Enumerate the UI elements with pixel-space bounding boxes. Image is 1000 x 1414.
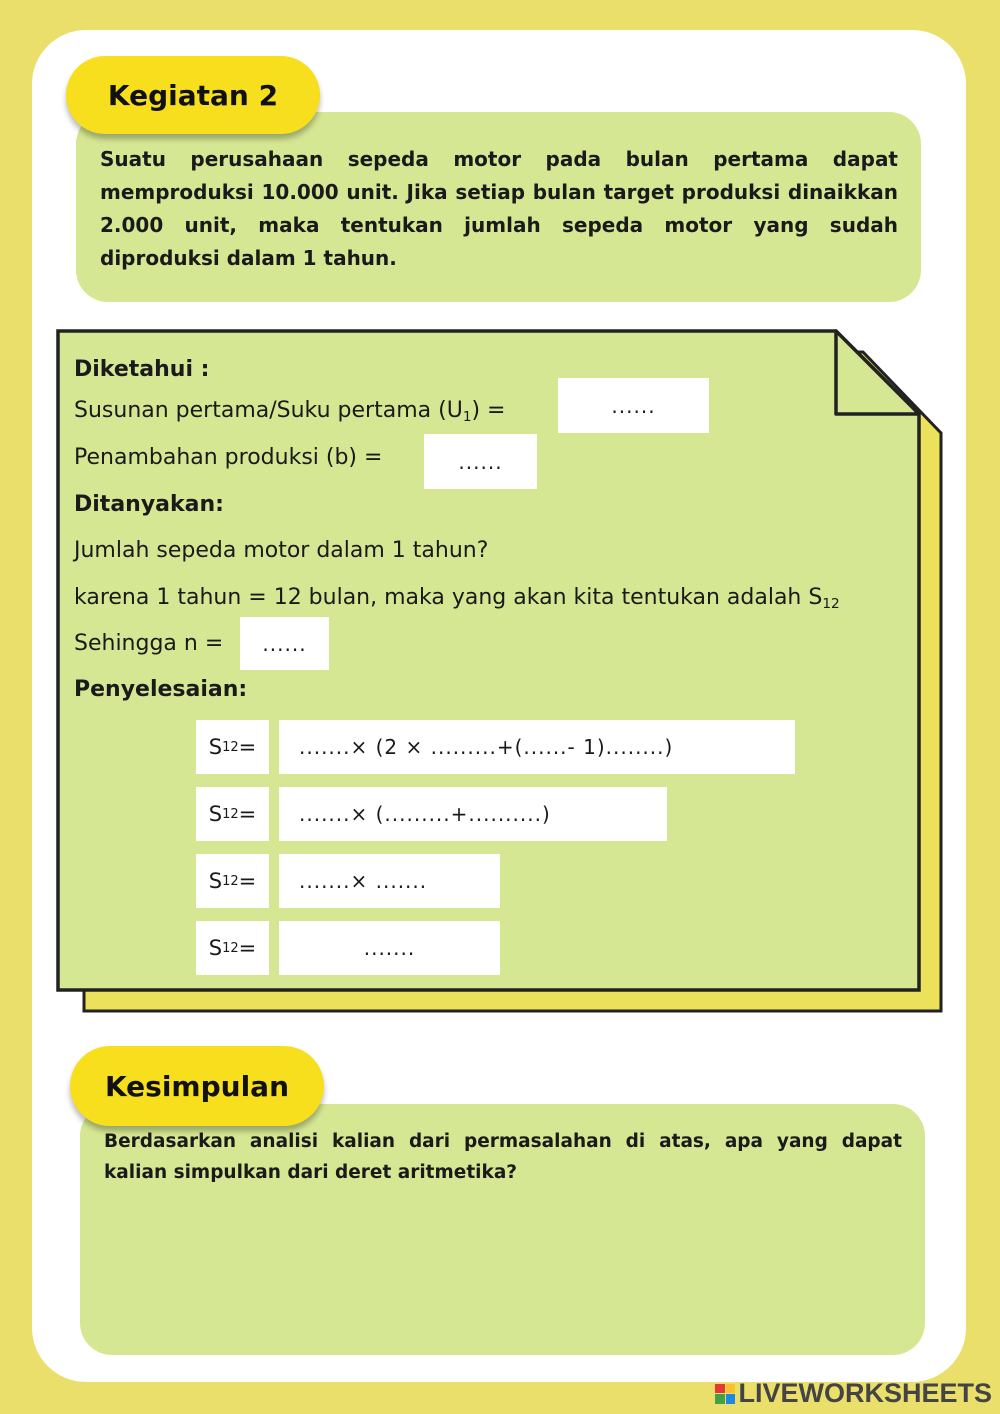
activity-title: Kegiatan 2: [107, 78, 279, 112]
problem-statement: Suatu perusahaan sepeda motor pada bulan pertama dapat memproduksi 10.000 unit. Jika setiap bulan target produksi dinaikkan 2.000 unit, maka tentukan jumlah sepeda motor yang sudah diproduksi dalam 1 tahun.: [100, 147, 898, 270]
step-3-answer-field[interactable]: .......× .......: [279, 854, 500, 908]
s12-label-3: S 12 =: [196, 854, 269, 908]
n-answer-field[interactable]: ......: [240, 617, 329, 670]
asked-heading: Ditanyakan:: [74, 492, 224, 517]
conclusion-prompt: Berdasarkan analisi kalian dari permasalahan di atas, apa yang dapat kalian simpulkan dari deret aritmetika?: [104, 1131, 902, 1183]
step-2-answer-field[interactable]: .......× (.........+..........): [279, 787, 667, 841]
known-heading: Diketahui :: [74, 357, 210, 382]
because-text: karena 1 tahun = 12 bulan, maka yang akan kita tentukan adalah $S_{12}$: [74, 585, 840, 613]
question-text: Jumlah sepeda motor dalam 1 tahun?: [74, 538, 489, 563]
conclusion-title-pill: [70, 1046, 324, 1126]
increase-label: Penambahan produksi (b) =: [74, 445, 383, 470]
step-1-answer-field[interactable]: .......× (2 × .........+(......- 1)........): [279, 720, 795, 774]
s12-label-2: S 12 =: [196, 787, 269, 841]
conclusion-title: Kesimpulan: [104, 1069, 290, 1103]
first-term-answer-field[interactable]: ......: [558, 378, 709, 433]
increase-answer-field[interactable]: ......: [424, 434, 537, 489]
solution-heading: Penyelesaian:: [74, 677, 248, 702]
n-label: Sehingga n =: [74, 631, 224, 656]
liveworksheets-logo-icon: [715, 1384, 735, 1404]
s12-label-1: S 12 =: [196, 720, 269, 774]
first-term-label: Susunan pertama/Suku pertama $(U_1)$ =: [74, 398, 506, 426]
liveworksheets-brand[interactable]: [715, 1378, 992, 1409]
s12-label-4: S 12 =: [196, 921, 269, 975]
brand-name: LIVEWORKSHEETS: [738, 1378, 992, 1408]
step-4-answer-field[interactable]: .......: [279, 921, 500, 975]
activity-title-pill: [66, 56, 320, 134]
